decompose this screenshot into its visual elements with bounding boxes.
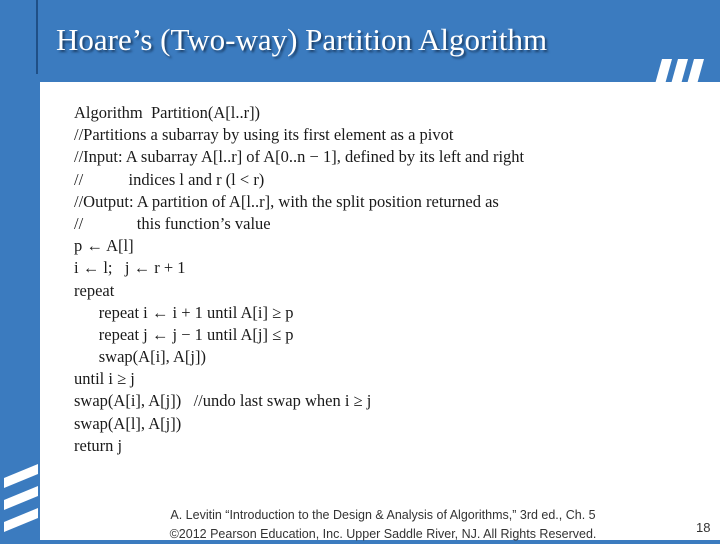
algorithm-line: //Output: A partition of A[l..r], with the split position returned as xyxy=(74,191,499,211)
algorithm-line: repeat i ← i + 1 until A[i] ≥ p xyxy=(74,302,294,322)
algorithm-line: i ← l; j ← r + 1 xyxy=(74,258,186,278)
algorithm-line: //Partitions a subarray by using its first element as a pivot xyxy=(74,125,454,145)
footer-citation: A. Levitin “Introduction to the Design & Analysis of Algorithms,” 3rd ed., Ch. 5 xyxy=(170,508,596,522)
footer-copyright: ©2012 Pearson Education, Inc. Upper Saddle River, NJ. All Rights Reserved. xyxy=(169,527,597,541)
algorithm-line: Algorithm Partition(A[l..r]) xyxy=(74,103,261,122)
stripes-decoration-left xyxy=(0,462,52,540)
algorithm-line: swap(A[i], A[j]) xyxy=(74,347,206,367)
algorithm-line: p ← A[l] xyxy=(74,236,134,256)
page-number: 18 xyxy=(696,520,711,535)
algorithm-line: until i ≥ j xyxy=(74,369,135,389)
slide-title: Hoare’s (Two-way) Partition Algorithm xyxy=(56,22,548,57)
algorithm-line: return j xyxy=(74,435,123,455)
algorithm-line: swap(A[i], A[j]) //undo last swap when i ≥ j xyxy=(74,391,372,411)
algorithm-line: repeat xyxy=(74,280,115,300)
algorithm-line: //Input: A subarray A[l..r] of A[0..n − 1], defined by its left and right xyxy=(74,147,525,167)
algorithm-line: repeat j ← j − 1 until A[j] ≤ p xyxy=(74,324,294,344)
algorithm-line: // indices l and r (l < r) xyxy=(74,169,265,189)
algorithm-line: // this function’s value xyxy=(74,213,271,233)
slide-footer xyxy=(108,506,658,544)
frame-divider xyxy=(36,0,38,74)
slide-content xyxy=(40,82,720,540)
algorithm-line: swap(A[l], A[j]) xyxy=(74,413,182,433)
algorithm-pseudocode xyxy=(74,102,524,457)
